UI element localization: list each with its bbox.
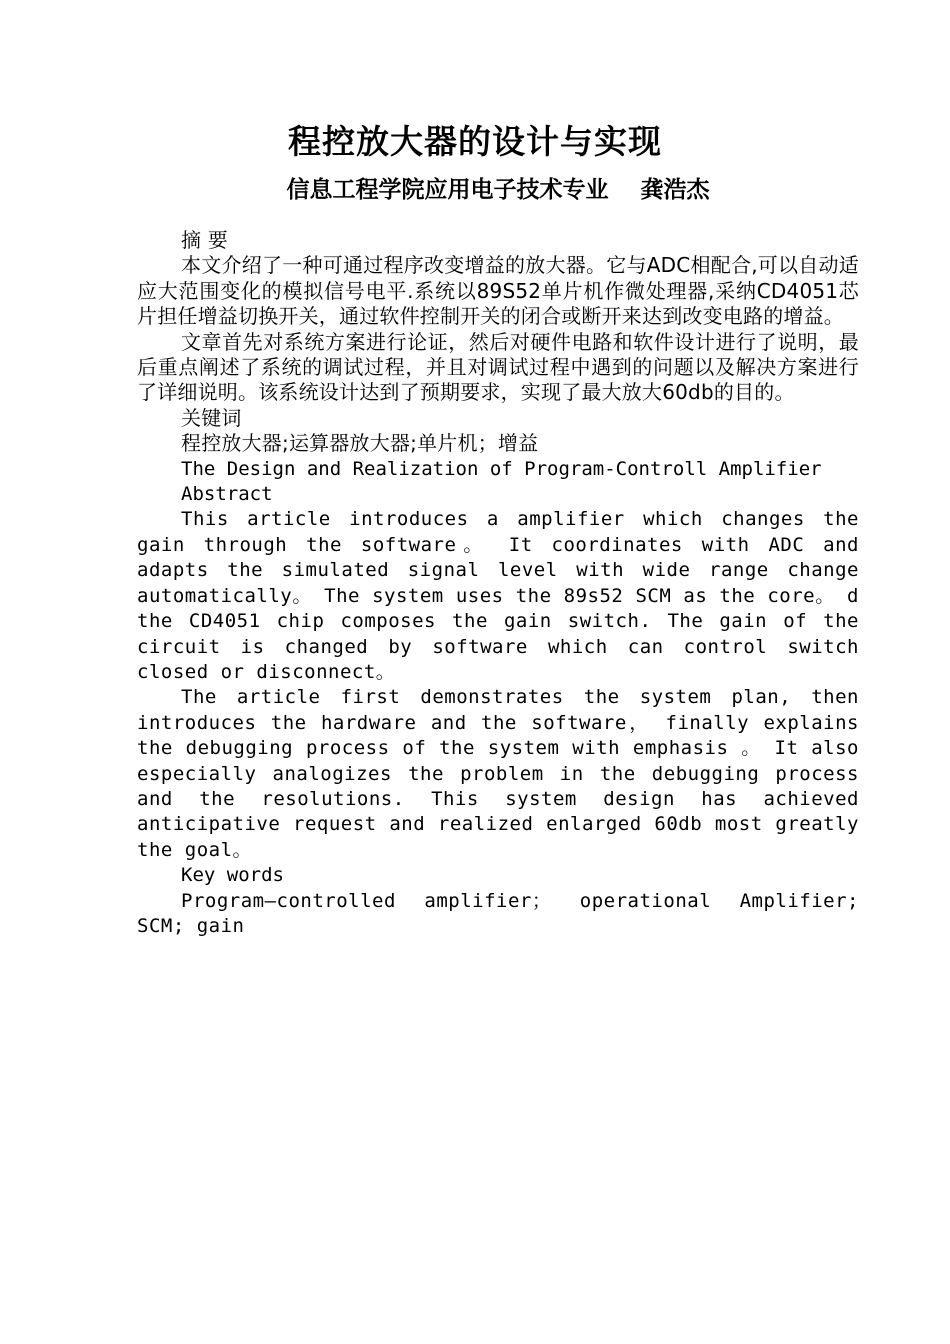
en-abstract-paragraph-1: This article introduces a amplifier which changes the gain through the software。 It coordinates with ADC and adapts the simulated signal level with wide range change automatically。 The system uses the 89s52 SCM as the core。 d the CD4051 chip composes the gain switch. The gain of the circuit is changed by software which can control switch closed or disconnect。: [137, 508, 859, 683]
author-line: 信息工程学院应用电子技术专业 龚浩杰: [286, 177, 710, 203]
en-keywords-heading: Key words: [181, 864, 284, 887]
cn-abstract-paragraph-2: 文章首先对系统方案进行论证，然后对硬件电路和软件设计进行了说明，最后重点阐述了系统的调试过程，并且对调试过程中遇到的问题以及解决方案进行了详细说明。该系统设计达到了预期要求，实现了最大放大60db的目的。: [137, 329, 859, 405]
paper-title: 程控放大器的设计与实现: [288, 122, 662, 161]
en-title: The Design and Realization of Program-Controll Amplifier: [181, 457, 822, 480]
abstract-body: [137, 228, 859, 939]
cn-abstract-paragraph-1: 本文介绍了一种可通过程序改变增益的放大器。它与ADC相配合,可以自动适应大范围变化的模拟信号电平.系统以89S52单片机作微处理器,采纳CD4051芯片担任增益切换开关，通过软件控制开关的闭合或断开来达到改变电路的增益。: [137, 253, 859, 329]
cn-keywords-heading: 关键词: [181, 405, 242, 430]
cn-keywords: 程控放大器;运算器放大器;单片机；增益: [181, 431, 539, 456]
cn-abstract-heading: 摘 要: [181, 228, 228, 252]
en-abstract-heading: Abstract: [181, 483, 273, 506]
en-abstract-paragraph-2: The article first demonstrates the system plan, then introduces the hardware and the software， finally explains the debugging process of the system with emphasis 。 It also especially analogizes the problem in the debugging process and the resolutions. This system design has achieved anticipative request and realized enlarged 60db most greatly the goal。: [137, 686, 859, 861]
en-keywords: Program—controlled amplifier； operational Amplifier; SCM; gain: [137, 889, 859, 937]
